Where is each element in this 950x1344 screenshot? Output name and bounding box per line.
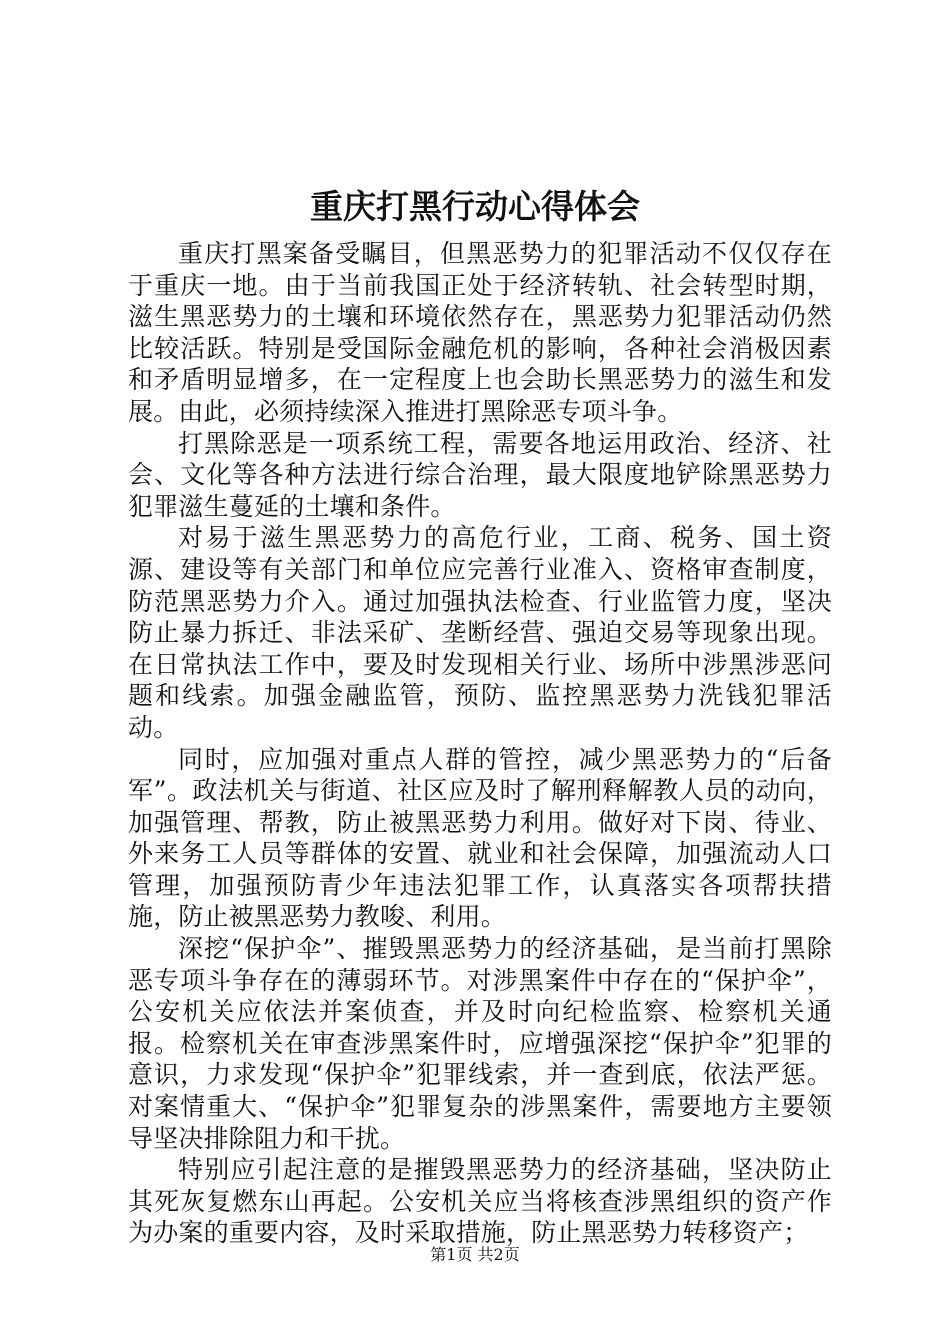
paragraph: 同时，应加强对重点人群的管控，减少黑恶势力的“后备军”。政法机关与街道、社区应及时了解刑释解教人员的动向，加强管理、帮教，防止被黑恶势力利用。做好对下岗、待业、外来务工人员等群体的安置、就业和社会保障，加强流动人口管理，加强预防青少年违法犯罪工作，认真落实各项帮扶措施，防止被黑恶势力教唆、利用。 (128, 744, 832, 932)
document-body (128, 238, 832, 1249)
paragraph: 对易于滋生黑恶势力的高危行业，工商、税务、国土资源、建设等有关部门和单位应完善行业准入、资格审查制度，防范黑恶势力介入。通过加强执法检查、行业监管力度，坚决防止暴力拆迁、非法采矿、垄断经营、强迫交易等现象出现。在日常执法工作中，要及时发现相关行业、场所中涉黑涉恶问题和线索。加强金融监管，预防、监控黑恶势力洗钱犯罪活动。 (128, 523, 832, 742)
paragraph: 特别应引起注意的是摧毁黑恶势力的经济基础，坚决防止其死灰复燃东山再起。公安机关应当将核查涉黑组织的资产作为办案的重要内容，及时采取措施，防止黑恶势力转移资产； (128, 1155, 832, 1248)
paragraph: 深挖“保护伞”、摧毁黑恶势力的经济基础，是当前打黑除恶专项斗争存在的薄弱环节。对涉黑案件中存在的“保护伞”，公安机关应依法并案侦查，并及时向纪检监察、检察机关通报。检察机关在审查涉黑案件时，应增强深挖“保护伞”犯罪的意识，力求发现“保护伞”犯罪线索，并一查到底，依法严惩。对案情重大、“保护伞”犯罪复杂的涉黑案件，需要地方主要领导坚决排除阻力和干扰。 (128, 934, 832, 1153)
paragraph: 打黑除恶是一项系统工程，需要各地运用政治、经济、社会、文化等各种方法进行综合治理，最大限度地铲除黑恶势力犯罪滋生蔓延的土壤和条件。 (128, 428, 832, 521)
paragraph: 重庆打黑案备受瞩目，但黑恶势力的犯罪活动不仅仅存在于重庆一地。由于当前我国正处于经济转轨、社会转型时期，滋生黑恶势力的土壤和环境依然存在，黑恶势力犯罪活动仍然比较活跃。特别是受国际金融危机的影响，各种社会消极因素和矛盾明显增多，在一定程度上也会助长黑恶势力的滋生和发展。由此，必须持续深入推进打黑除恶专项斗争。 (128, 239, 832, 426)
page-number-footer: 第1页 共2页 (430, 1245, 520, 1264)
document-title: 重庆打黑行动心得体会 (310, 187, 640, 226)
